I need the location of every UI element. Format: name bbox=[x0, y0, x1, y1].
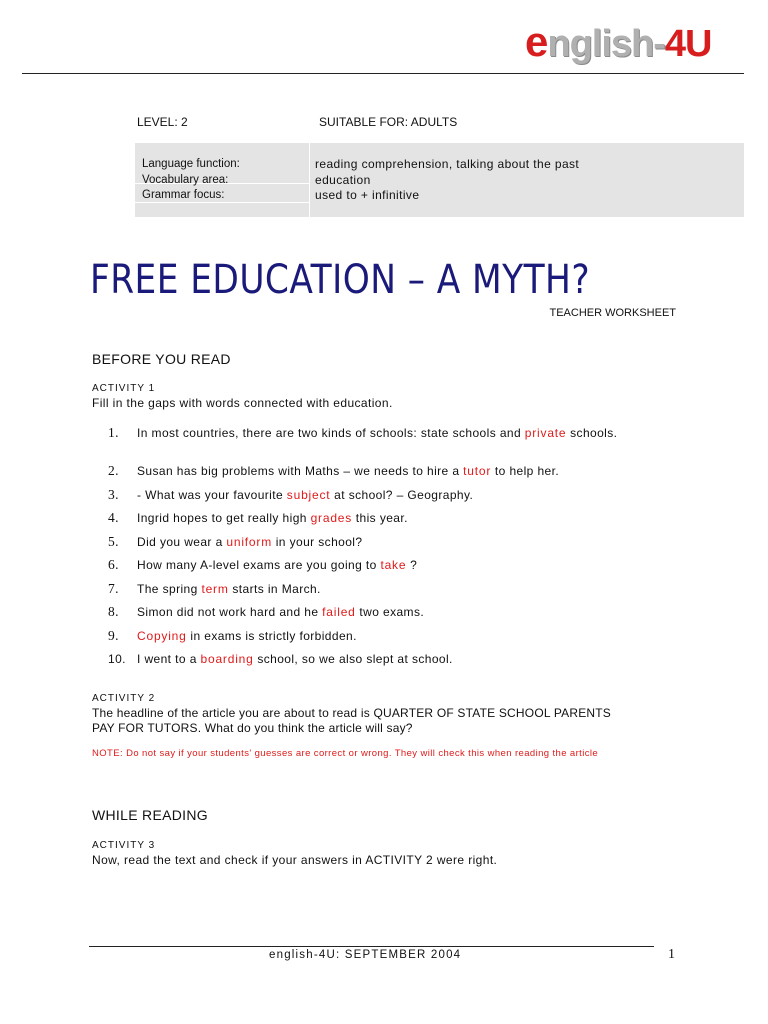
item-number: 8. bbox=[108, 604, 119, 619]
header-divider bbox=[22, 73, 744, 74]
item-text-before: I went to a bbox=[137, 652, 201, 666]
logo-text: nglish- bbox=[547, 23, 665, 65]
item-text-before: Did you wear a bbox=[137, 535, 227, 549]
item-number: 1. bbox=[108, 425, 119, 440]
footer-text: english-4U: SEPTEMBER 2004 bbox=[269, 949, 462, 961]
item-answer: boarding bbox=[200, 652, 254, 666]
item-answer: tutor bbox=[463, 464, 492, 478]
activity-1-instruction: Fill in the gaps with words connected with education. bbox=[92, 396, 393, 410]
logo-letter-e: e bbox=[525, 18, 548, 65]
item-text bbox=[137, 511, 657, 526]
activity-2-text-line-2: PAY FOR TUTORS. What do you think the article will say? bbox=[92, 721, 413, 735]
teacher-note: NOTE: Do not say if your students' guesses are correct or wrong. They will check this when reading the article bbox=[92, 748, 599, 759]
language-function-value: reading comprehension, talking about the past bbox=[315, 157, 580, 171]
item-answer: uniform bbox=[226, 535, 272, 549]
section-heading-before-reading: BEFORE YOU READ bbox=[92, 351, 231, 367]
item-number: 10. bbox=[108, 652, 126, 666]
item-answer: Copying bbox=[137, 629, 187, 643]
grammar-focus-value: used to + infinitive bbox=[315, 188, 420, 202]
language-function-label: Language function: bbox=[142, 158, 240, 170]
item-text bbox=[137, 558, 657, 573]
item-text bbox=[137, 652, 657, 667]
item-text bbox=[137, 629, 657, 644]
item-answer: grades bbox=[310, 511, 353, 525]
item-number: 9. bbox=[108, 628, 119, 643]
suitable-label: SUITABLE FOR: ADULTS bbox=[319, 115, 458, 129]
vocabulary-area-label: Vocabulary area: bbox=[142, 174, 229, 186]
item-text-before: Ingrid hopes to get really high bbox=[137, 511, 311, 525]
item-text-after: in exams is strictly forbidden. bbox=[186, 629, 357, 643]
section-heading-while-reading: WHILE READING bbox=[92, 807, 208, 823]
item-answer: term bbox=[201, 582, 229, 596]
item-text bbox=[137, 488, 657, 503]
item-number: 2. bbox=[108, 463, 119, 478]
info-box-divider bbox=[309, 143, 310, 217]
worksheet-type: TEACHER WORKSHEET bbox=[549, 307, 676, 319]
item-text-before: - What was your favourite bbox=[137, 488, 287, 502]
activity-3-label: ACTIVITY 3 bbox=[92, 840, 156, 851]
item-text-before: How many A-level exams are you going to bbox=[137, 558, 381, 572]
activity-1-label: ACTIVITY 1 bbox=[92, 383, 156, 394]
info-box-divider bbox=[135, 202, 309, 203]
item-text-after: schools. bbox=[566, 426, 618, 440]
item-text bbox=[137, 582, 657, 597]
item-answer: take bbox=[380, 558, 407, 572]
item-text bbox=[137, 464, 657, 479]
item-text-after: this year. bbox=[352, 511, 408, 525]
item-text-after: to help her. bbox=[491, 464, 560, 478]
page-number: 1 bbox=[668, 947, 675, 962]
item-text-after: school, so we also slept at school. bbox=[253, 652, 453, 666]
item-text-after: starts in March. bbox=[228, 582, 321, 596]
brand-logo bbox=[525, 18, 712, 65]
item-text-after: two exams. bbox=[355, 605, 425, 619]
item-text-before: The spring bbox=[137, 582, 202, 596]
vocabulary-area-value: education bbox=[315, 173, 371, 187]
activity-3-instruction: Now, read the text and check if your answers in ACTIVITY 2 were right. bbox=[92, 853, 498, 867]
grammar-focus-label: Grammar focus: bbox=[142, 189, 225, 201]
item-answer: subject bbox=[286, 488, 331, 502]
level-label: LEVEL: 2 bbox=[137, 115, 188, 129]
item-text-before: In most countries, there are two kinds of schools: state schools and bbox=[137, 426, 525, 440]
page-title: FREE EDUCATION – A MYTH? bbox=[90, 257, 591, 303]
item-number: 7. bbox=[108, 581, 119, 596]
item-text bbox=[137, 426, 657, 441]
item-text-before: Susan has big problems with Maths – we needs to hire a bbox=[137, 464, 464, 478]
item-number: 3. bbox=[108, 487, 119, 502]
item-number: 5. bbox=[108, 534, 119, 549]
item-text-after: in your school? bbox=[272, 535, 363, 549]
item-text-after: at school? – Geography. bbox=[330, 488, 474, 502]
item-text bbox=[137, 605, 657, 620]
item-text-before: Simon did not work hard and he bbox=[137, 605, 323, 619]
item-text-after: ? bbox=[406, 558, 418, 572]
activity-2-label: ACTIVITY 2 bbox=[92, 693, 156, 704]
item-text bbox=[137, 535, 657, 550]
item-answer: failed bbox=[322, 605, 356, 619]
item-answer: private bbox=[524, 426, 567, 440]
item-number: 6. bbox=[108, 557, 119, 572]
footer-divider bbox=[89, 946, 654, 947]
activity-2-text-line-1: The headline of the article you are about to read is QUARTER OF STATE SCHOOL PARENTS bbox=[92, 706, 612, 720]
logo-text-4u: 4U bbox=[664, 23, 712, 65]
item-number: 4. bbox=[108, 510, 119, 525]
